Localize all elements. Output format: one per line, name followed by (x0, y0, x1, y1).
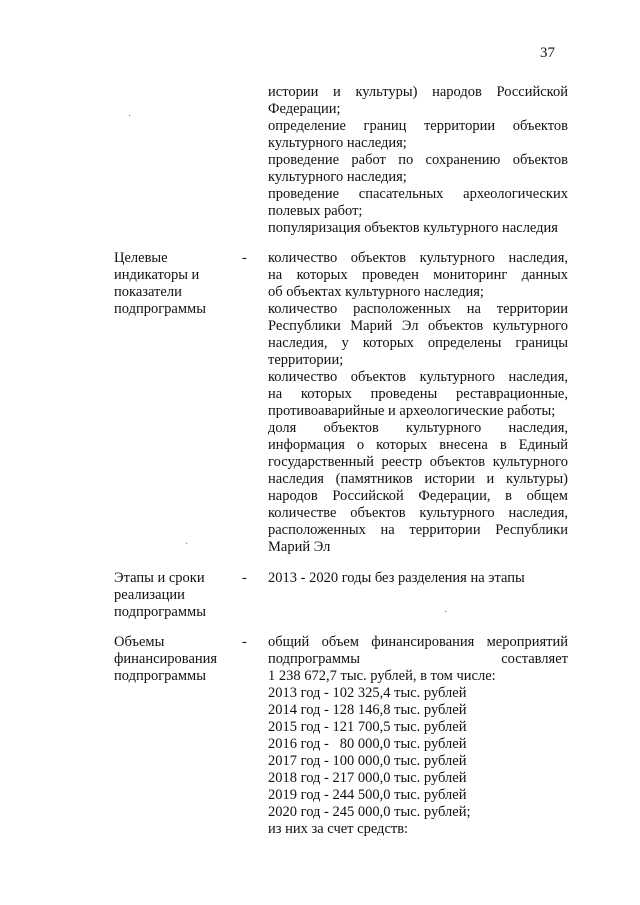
text-line: полевых работ; (268, 203, 363, 219)
section-dash: - (242, 634, 247, 650)
section-label: Этапы и сроки реализации подпрограммы (114, 570, 206, 620)
section-dash: - (242, 570, 247, 586)
page-number: 37 (540, 45, 555, 61)
section-content: количество объектов культурного наследия, на которых проведен мониторинг данных об объектах культурного наследия; количество расположенных на территории Республики Марий Эл объектов культурного наследия, у которых определены границы территории; количество объектов культурного наследия, на которых проведены реставрационные, противоаварийные и археологические работы; доля объектов культурного наследия, информация о которых внесена в Единый государственный реестр объектов культурного наследия (памятников истории и культуры) народов Российской Федерации, в общем количестве объектов культурного наследия, расположенных на территории Республики Марий Эл (268, 250, 568, 555)
text-line: культурного наследия; (268, 135, 407, 151)
text-line: Федерации; (268, 101, 341, 117)
scan-speck: · (185, 539, 189, 550)
text-line: истории и культуры) народов Российской (268, 84, 568, 100)
text-line: проведение спасательных археологических (268, 186, 568, 202)
text-line: определение границ территории объектов (268, 118, 568, 134)
section-content: 2013 - 2020 годы без разделения на этапы (268, 570, 525, 586)
section-content: общий объем финансирования мероприятий подпрограммы составляет 1 238 672,7 тыс. рублей, в том числе: 2013 год - 102 325,4 тыс. рублей 2014 год - 128 146,8 тыс. рублей 2015 год - 121 700,5 тыс. рублей 2016 год - 80 000,0 тыс. рублей 2017 год - 100 000,0 тыс. рублей 2018 год - 217 000,0 тыс. рублей 2019 год - 244 500,0 тыс. рублей 2020 год - 245 000,0 тыс. рублей; из них за счет средств: (268, 634, 568, 837)
text-line: культурного наследия; (268, 169, 407, 185)
section-dash: - (242, 250, 247, 266)
text-line: проведение работ по сохранению объектов (268, 152, 568, 168)
text-line: популяризация объектов культурного наследия (268, 220, 558, 236)
scan-speck: · (128, 111, 132, 122)
continuation-text (268, 84, 568, 237)
section-label: Объемы финансирования подпрограммы (114, 634, 218, 684)
section-label: Целевые индикаторы и показатели подпрограммы (114, 250, 206, 317)
scan-speck: · (444, 607, 448, 618)
